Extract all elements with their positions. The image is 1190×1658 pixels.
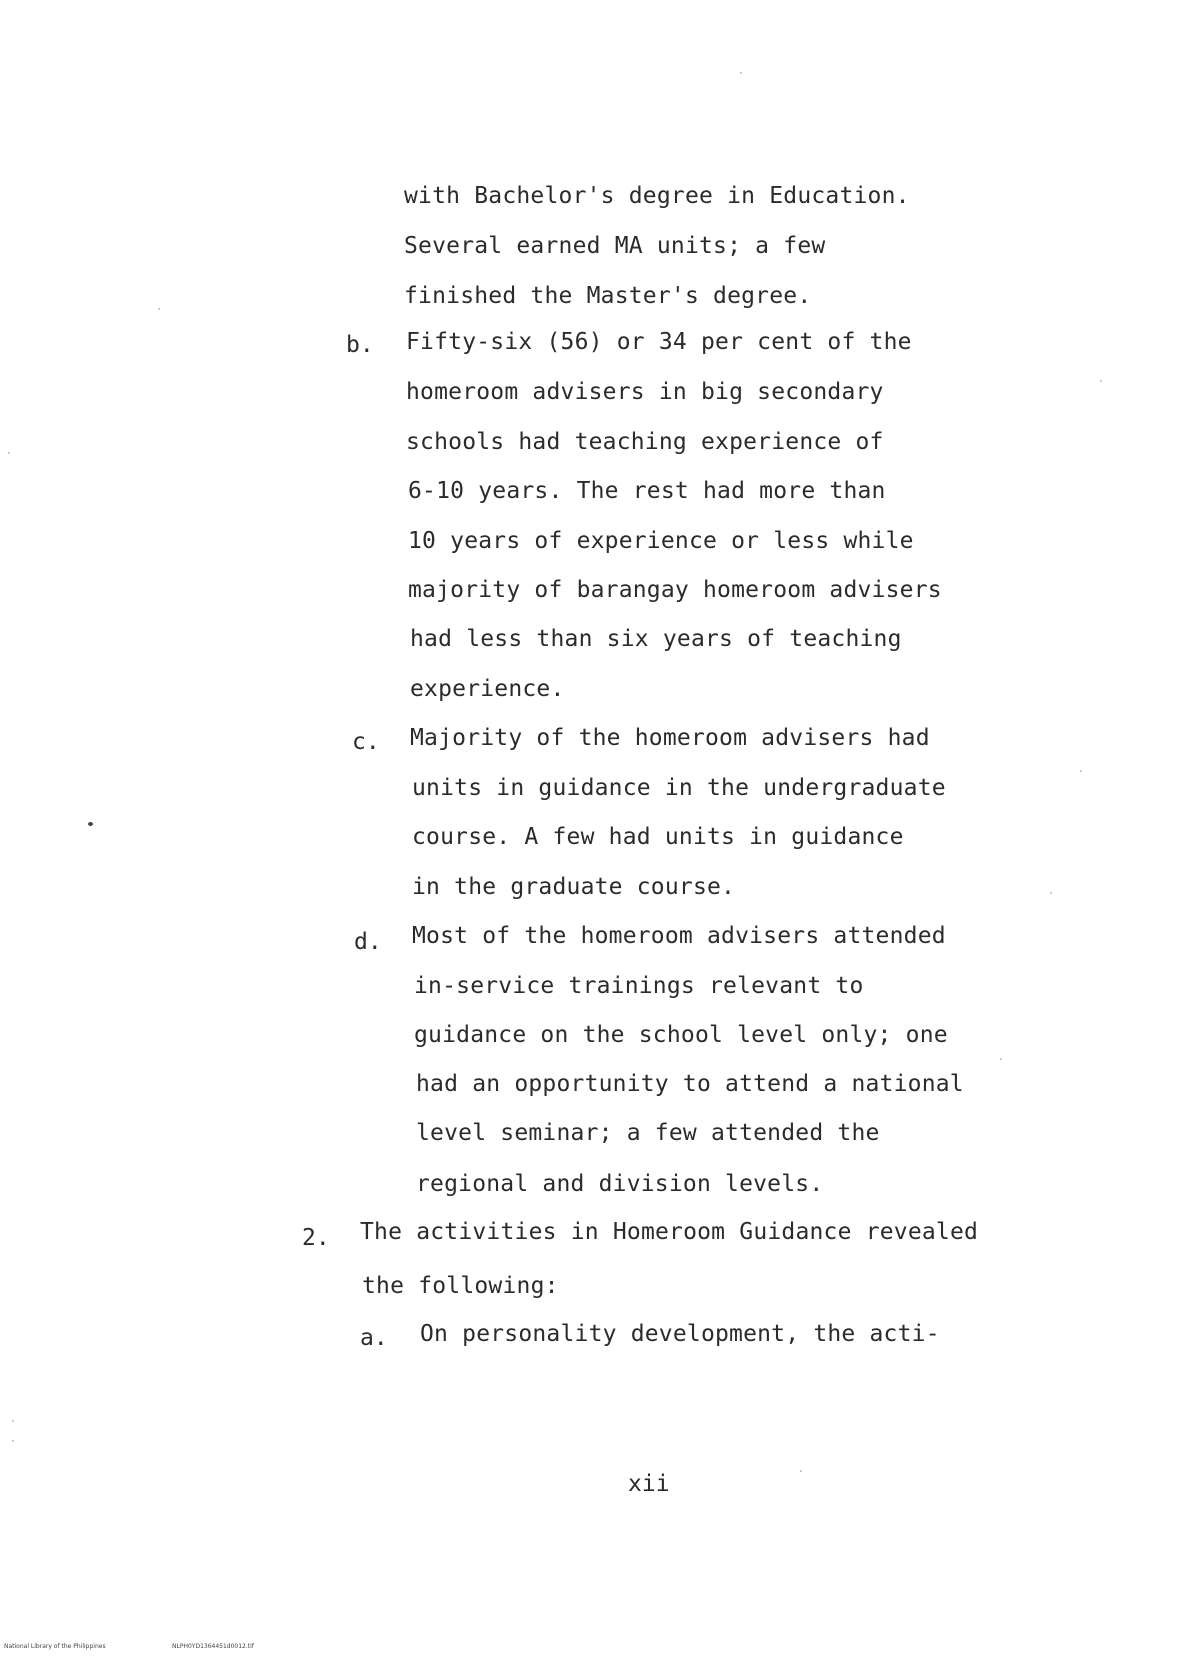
text-line: level seminar; a few attended the xyxy=(416,1120,880,1146)
list-marker-d: d. xyxy=(354,929,382,955)
text-line: had less than six years of teaching xyxy=(410,626,902,652)
text-line: the following: xyxy=(362,1273,559,1299)
scan-speck xyxy=(158,308,160,310)
list-marker-c: c. xyxy=(352,729,380,755)
text-line: course. A few had units in guidance xyxy=(412,824,904,850)
scan-speck xyxy=(88,822,93,826)
scan-speck xyxy=(800,1470,802,1472)
text-line: had an opportunity to attend a national xyxy=(416,1071,964,1097)
text-line: Most of the homeroom advisers attended xyxy=(412,923,946,949)
text-line: On personality development, the acti- xyxy=(420,1321,940,1347)
scan-speck xyxy=(1050,892,1052,894)
text-line: experience. xyxy=(410,676,565,702)
scan-speck xyxy=(8,452,10,454)
scan-speck xyxy=(740,72,742,74)
text-line: homeroom advisers in big secondary xyxy=(406,379,884,405)
footer-file-label: NLPH0YD1364451d0012.tif xyxy=(172,1643,254,1650)
text-line: Majority of the homeroom advisers had xyxy=(410,725,930,751)
list-marker-b: b. xyxy=(346,332,374,358)
scan-speck xyxy=(1080,770,1082,772)
text-line: guidance on the school level only; one xyxy=(414,1022,948,1048)
scan-speck xyxy=(12,1420,14,1422)
text-line: The activities in Homeroom Guidance revealed xyxy=(360,1219,979,1245)
text-line: units in guidance in the undergraduate xyxy=(412,775,946,801)
text-line: Several earned MA units; a few xyxy=(404,233,826,259)
page-number: xii xyxy=(628,1471,670,1497)
text-line: in-service trainings relevant to xyxy=(414,973,864,999)
text-line: in the graduate course. xyxy=(412,874,736,900)
footer-library-label: National Library of the Philippines xyxy=(4,1643,106,1650)
scan-speck xyxy=(12,1440,14,1442)
list-marker-a: a. xyxy=(360,1325,388,1351)
scan-speck xyxy=(1100,380,1102,382)
text-line: finished the Master's degree. xyxy=(404,283,812,309)
text-line: Fifty-six (56) or 34 per cent of the xyxy=(406,329,912,355)
list-marker-2: 2. xyxy=(302,1225,330,1251)
text-line: 6-10 years. The rest had more than xyxy=(408,478,886,504)
text-line: regional and division levels. xyxy=(416,1171,824,1197)
text-line: with Bachelor's degree in Education. xyxy=(404,183,910,209)
text-line: schools had teaching experience of xyxy=(406,429,884,455)
text-line: majority of barangay homeroom advisers xyxy=(408,577,942,603)
text-line: 10 years of experience or less while xyxy=(408,528,914,554)
scan-speck xyxy=(1000,1058,1002,1060)
